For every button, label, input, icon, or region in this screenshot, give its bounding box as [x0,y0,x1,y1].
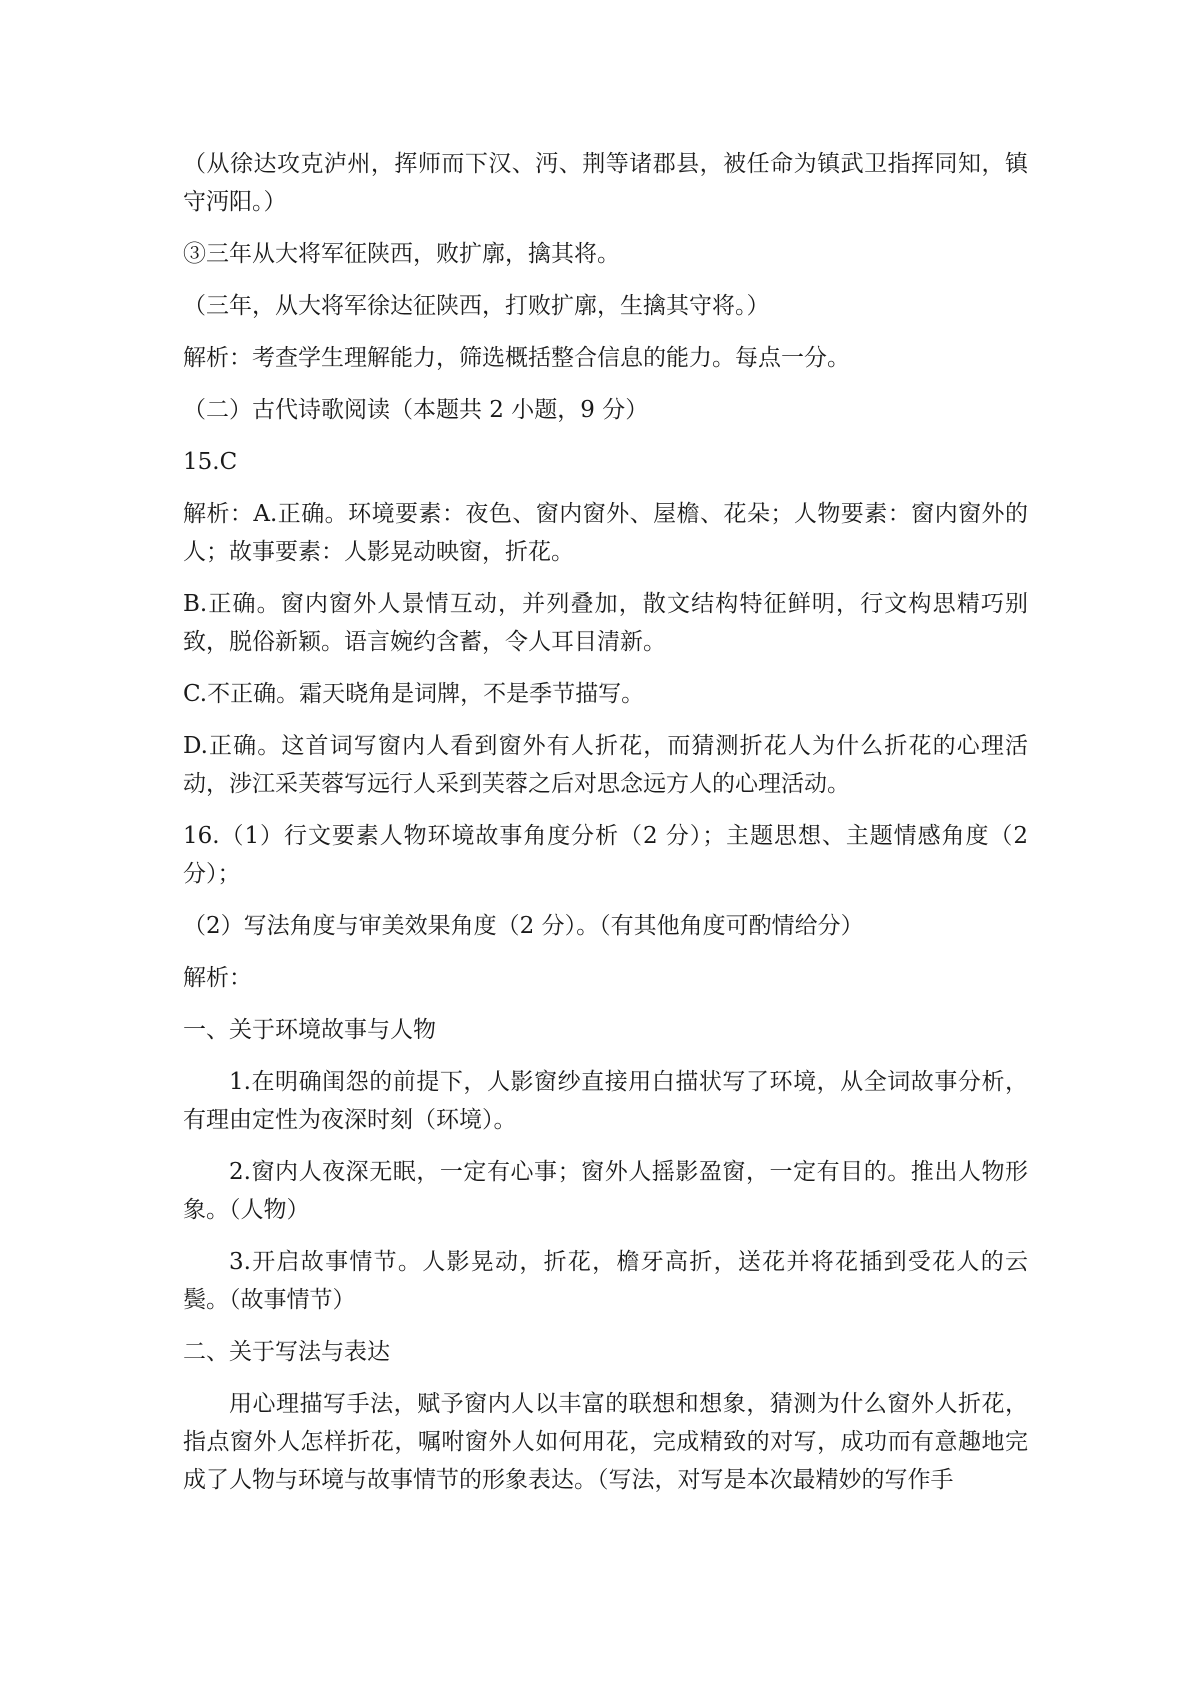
paragraph: B.正确。窗内窗外人景情互动，并列叠加，散文结构特征鲜明，行文构思精巧别致，脱俗新颖。语言婉约含蓄，令人耳目清新。 [183,591,1028,655]
paragraph: 2.窗内人夜深无眠，一定有心事；窗外人摇影盈窗，一定有目的。推出人物形象。（人物） [183,1159,1028,1223]
paragraph: 一、关于环境故事与人物 [183,1017,436,1043]
paragraph: 解析： [183,965,252,991]
paragraph: 解析：A.正确。环境要素：夜色、窗内窗外、屋檐、花朵；人物要素：窗内窗外的人；故事要素：人影晃动映窗，折花。 [183,501,1028,565]
paragraph: D.正确。这首词写窗内人看到窗外有人折花，而猜测折花人为什么折花的心理活动，涉江采芙蓉写远行人采到芙蓉之后对思念远方人的心理活动。 [183,733,1028,797]
paragraph: （三年，从大将军徐达征陕西，打败扩廓，生擒其守将。） [183,293,770,319]
paragraph: ③三年从大将军征陕西，败扩廓，擒其将。 [183,241,620,267]
paragraph: （从徐达攻克泸州，挥师而下汉、沔、荆等诸郡县，被任命为镇武卫指挥同知，镇守沔阳。） [183,151,1028,215]
paragraph: 用心理描写手法，赋予窗内人以丰富的联想和想象，猜测为什么窗外人折花，指点窗外人怎样折花，嘱咐窗外人如何用花，完成精致的对写，成功而有意趣地完成了人物与环境与故事情节的形象表达。（写法，对写是本次最精妙的写作手 [183,1391,1028,1493]
paragraph: 3.开启故事情节。人影晃动，折花，檐牙高折，送花并将花插到受花人的云鬓。（故事情节） [183,1249,1028,1313]
paragraph: 解析：考查学生理解能力，筛选概括整合信息的能力。每点一分。 [183,345,850,371]
document-body [183,145,1028,1513]
paragraph: 16.（1）行文要素人物环境故事角度分析（2 分）；主题思想、主题情感角度（2 分）； [183,823,1028,887]
paragraph: 1.在明确闺怨的前提下，人影窗纱直接用白描状写了环境，从全词故事分析，有理由定性为夜深时刻（环境）。 [183,1069,1028,1133]
paragraph: 15.C [183,449,238,475]
paragraph: （二）古代诗歌阅读（本题共 2 小题，9 分） [183,397,649,423]
paragraph: C.不正确。霜天晓角是词牌，不是季节描写。 [183,681,645,707]
paragraph: 二、关于写法与表达 [183,1339,390,1365]
paragraph: （2）写法角度与审美效果角度（2 分）。（有其他角度可酌情给分） [183,913,864,939]
